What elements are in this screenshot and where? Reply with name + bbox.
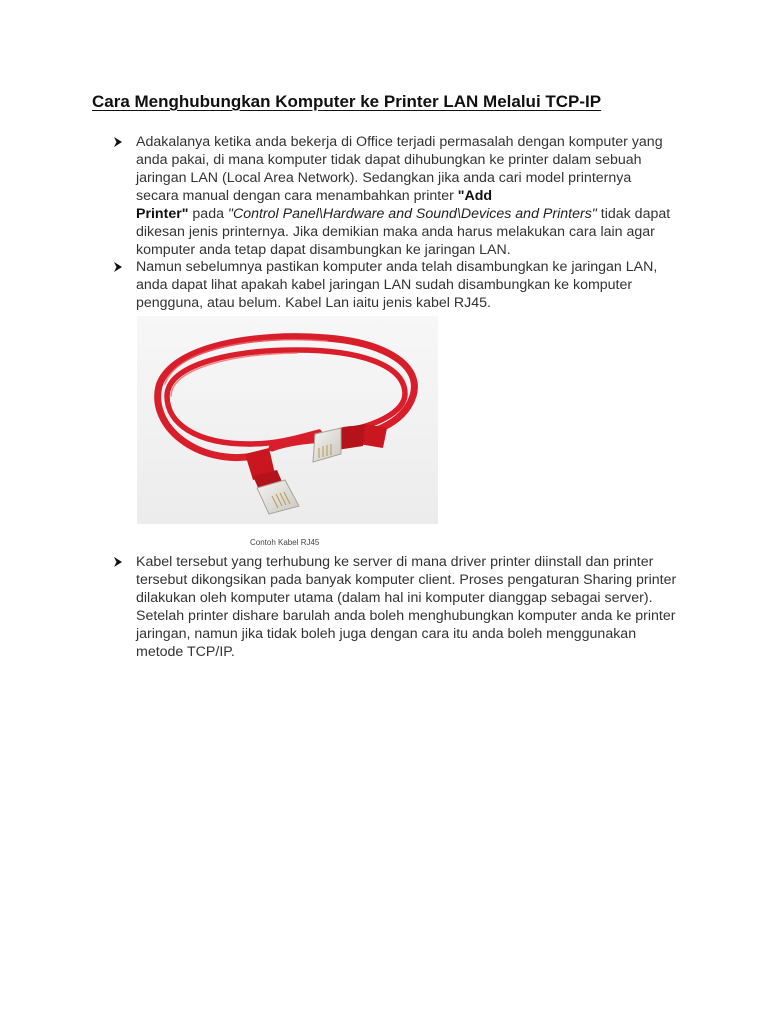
page-title: Cara Menghubungkan Komputer ke Printer LAN Melalui TCP-IP: [92, 92, 602, 111]
list-item: [113, 258, 676, 312]
list-item: [113, 133, 676, 259]
list-item-text: Kabel tersebut yang terhubung ke server di mana driver printer diinstall dan printer tersebut dikongsikan pada banyak komputer client. Proses pengaturan Sharing printer dilakukan oleh komputer utama (dalam hal ini komputer dianggap sebagai server). Setelah printer dishare barulah anda boleh menghubungkan komputer anda ke printer jaringan, namun jika tidak boleh juga dengan cara itu anda boleh menggunakan metode TCP/IP.: [136, 554, 677, 660]
bold-text: "Add: [457, 188, 493, 204]
list-item-text: [136, 133, 676, 259]
text-run: tidak dapat dikesan jenis printernya. Jika demikian maka anda harus melakukan cara lain agar komputer anda tetap dapat disambungkan ke jaringan LAN.: [136, 206, 671, 258]
red-rj45-cable-image: [137, 316, 438, 524]
list-item: [113, 553, 681, 661]
bold-text: Printer": [136, 206, 189, 222]
text-run: Adakalanya ketika anda bekerja di Office terjadi permasalah dengan komputer yang anda pakai, di mana komputer tidak dapat dihubungkan ke printer dalam sebuah jaringan LAN (Local Area Network). Sedangkan jika anda cari model printernya secara manual dengan cara menambahkan printer: [136, 134, 663, 204]
arrowhead-bullet-icon: [113, 261, 123, 273]
list-item-text: Namun sebelumnya pastikan komputer anda telah disambungkan ke jaringan LAN, anda dapat lihat apakah kabel jaringan LAN sudah disambungkan ke komputer pengguna, atau belum. Kabel Lan iaitu jenis kabel RJ45.: [136, 259, 658, 311]
arrowhead-bullet-icon: [113, 556, 123, 568]
text-run: pada: [188, 206, 228, 222]
figure-caption: Contoh Kabel RJ45: [250, 538, 320, 547]
arrowhead-bullet-icon: [113, 136, 123, 148]
italic-path-text: "Control Panel\Hardware and Sound\Devices and Printers": [227, 206, 597, 222]
